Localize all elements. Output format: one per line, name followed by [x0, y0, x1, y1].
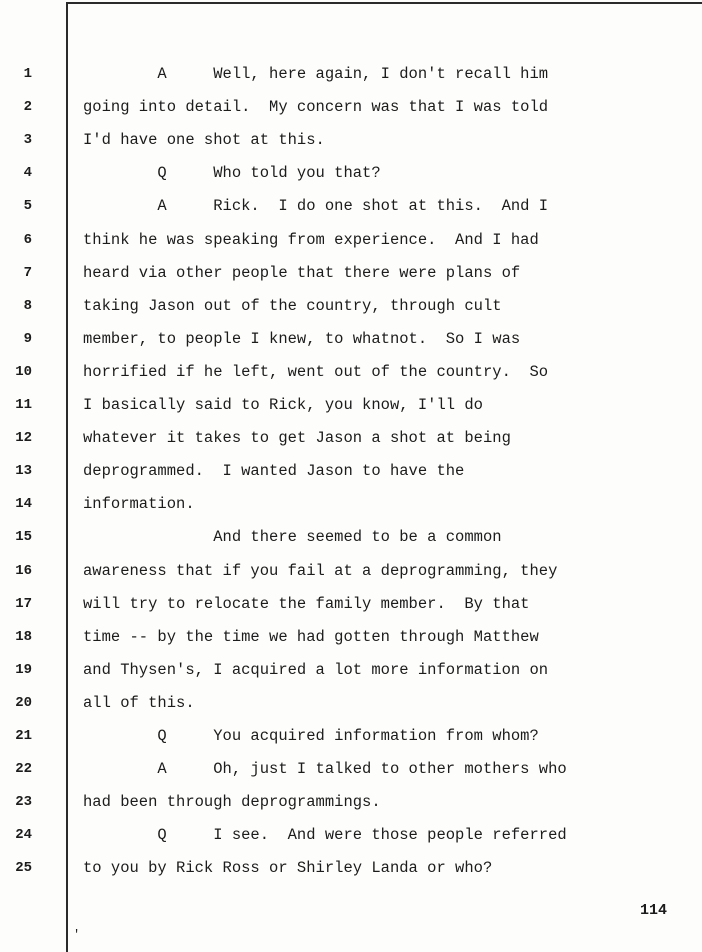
transcript-line [0, 455, 702, 488]
line-text: A Well, here again, I don't recall him [83, 65, 549, 83]
transcript-line [0, 157, 702, 190]
line-number: 10 [15, 363, 32, 380]
line-number: 19 [15, 661, 32, 678]
line-text: whatever it takes to get Jason a shot at being [83, 429, 511, 448]
line-number: 18 [15, 628, 32, 645]
line-number: 7 [23, 264, 32, 281]
line-number: 8 [23, 297, 32, 314]
transcript-line [0, 323, 702, 356]
line-number: 21 [15, 728, 32, 744]
line-text: think he was speaking from experience. And I had [83, 230, 539, 249]
line-number: 16 [15, 562, 32, 579]
line-number: 22 [15, 761, 32, 778]
line-text: to you by Rick Ross or Shirley Landa or who? [83, 859, 493, 878]
transcript-line [0, 555, 702, 588]
line-text: Q You acquired information from whom? [83, 727, 539, 745]
line-text: taking Jason out of the country, through cult [83, 296, 502, 315]
transcript-line [0, 488, 702, 521]
line-number: 3 [23, 132, 32, 149]
line-number: 20 [15, 694, 32, 711]
line-number: 14 [15, 496, 32, 513]
transcript-line [0, 687, 702, 720]
line-text: horrified if he left, went out of the country. So [83, 362, 549, 381]
line-text: deprogrammed. I wanted Jason to have the [83, 462, 465, 481]
line-text: Q I see. And were those people referred [83, 826, 567, 845]
page-number: 114 [640, 902, 668, 919]
line-number: 25 [15, 860, 32, 877]
line-text: had been through deprogrammings. [83, 793, 381, 812]
transcript-line [0, 819, 702, 852]
transcript-line [0, 654, 702, 687]
transcript-line [0, 720, 702, 753]
transcript-line [0, 852, 702, 885]
transcript-line [0, 621, 702, 654]
line-text: And there seemed to be a common [83, 528, 502, 547]
line-number: 5 [23, 198, 32, 215]
transcript-line [0, 521, 702, 554]
line-text: I'd have one shot at this. [83, 131, 325, 150]
transcript-line [0, 389, 702, 422]
line-number: 1 [23, 66, 32, 82]
line-number: 13 [15, 463, 32, 480]
line-number: 12 [15, 430, 32, 447]
line-text: going into detail. My concern was that I was told [83, 98, 549, 117]
transcript-line [0, 422, 702, 455]
line-text: A Oh, just I talked to other mothers who [83, 760, 567, 779]
line-number: 11 [15, 397, 32, 413]
line-text: time -- by the time we had gotten through Matthew [83, 627, 539, 646]
line-number: 6 [23, 231, 32, 248]
top-rule [66, 2, 702, 4]
line-text: member, to people I knew, to whatnot. So I was [83, 329, 521, 348]
line-number: 15 [15, 529, 32, 546]
transcript-line [0, 290, 702, 323]
transcript-line [0, 124, 702, 157]
line-text: A Rick. I do one shot at this. And I [83, 197, 549, 216]
transcript-line [0, 753, 702, 786]
transcript-line [0, 356, 702, 389]
transcript-line [0, 190, 702, 223]
transcript-line [0, 224, 702, 257]
line-number: 17 [15, 595, 32, 612]
transcript-line [0, 588, 702, 621]
line-number: 2 [23, 99, 32, 116]
line-text: will try to relocate the family member. By that [83, 594, 530, 613]
line-text: Q Who told you that? [83, 164, 381, 183]
line-number: 23 [15, 794, 32, 811]
line-text: heard via other people that there were plans of [83, 263, 521, 282]
line-number: 24 [15, 827, 32, 844]
line-text: awareness that if you fail at a deprogramming, they [83, 561, 558, 580]
line-text: information. [83, 495, 195, 514]
line-number: 4 [23, 165, 32, 182]
line-text: I basically said to Rick, you know, I'll do [83, 396, 483, 414]
line-text: all of this. [83, 693, 195, 712]
line-number: 9 [23, 330, 32, 347]
transcript-line [0, 786, 702, 819]
transcript-line [0, 91, 702, 124]
transcript-line [0, 58, 702, 91]
transcript-line [0, 257, 702, 290]
line-text: and Thysen's, I acquired a lot more information on [83, 660, 549, 679]
margin-mark: ' [73, 928, 81, 942]
